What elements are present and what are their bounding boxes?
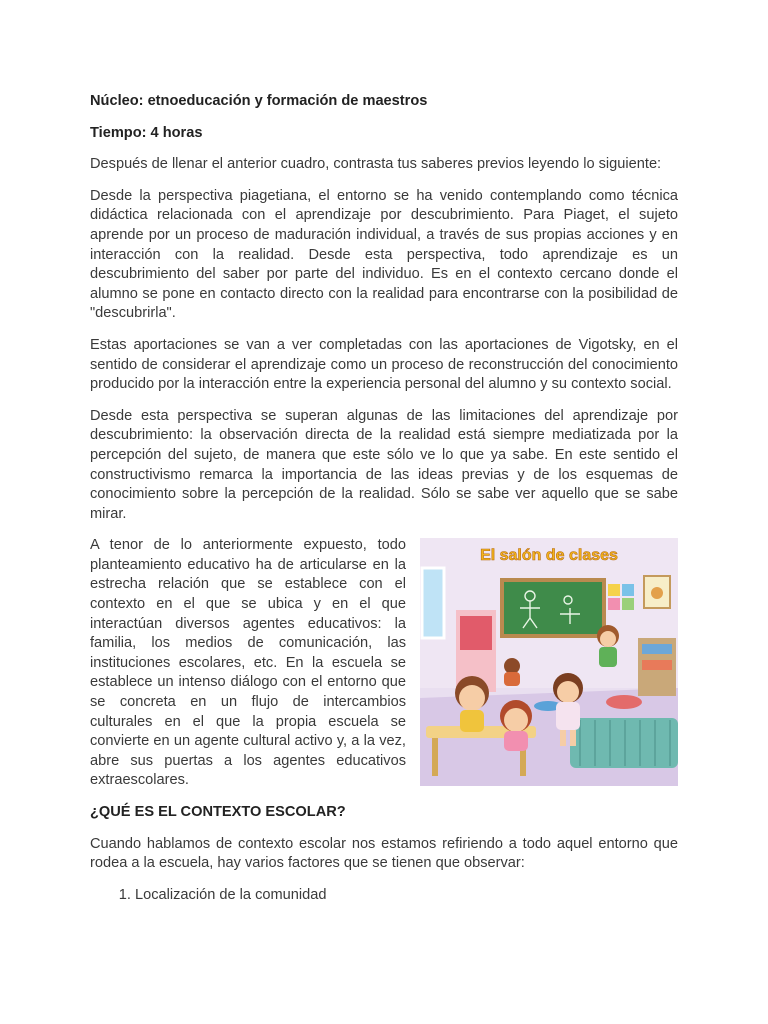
document-body — [90, 92, 678, 905]
paragraph-constructivismo: Desde esta perspectiva se superan algunas de las limitaciones del aprendizaje por descubrimiento: la observación directa de la realidad está siempre mediatizada por la percepción del sujeto, de manera que este sólo ve lo que ya sabe. En este sentido el constructivismo remarca la importancia de las ideas previas y de los esquemas de conocimiento sobre la percepción de la realidad. Sólo se sabe ver aquello que se sabe mirar. — [90, 407, 678, 522]
paragraph-vigotsky: Estas aportaciones se van a ver completadas con las aportaciones de Vigotsky, en el sentido de considerar el aprendizaje como un proceso de reconstrucción del conocimiento producido por la interacción entre la experiencia personal del alumno y su contexto social. — [90, 336, 678, 393]
paragraph-contexto: A tenor de lo anteriormente expuesto, todo planteamiento educativo ha de articularse en la estrecha relación que se establece con el contexto en el que se ubica y en el que interactúan diversos agentes educativos: la familia, los medios de comunicación, las instituciones escolares, etc. En la escuela se establece un intenso diálogo con el entorno que se concreta en un flujo de intercambios culturales en el que la propia escuela se convierte en un agente cultural activo y, a la vez, abre sus puertas a los agentes educativos extraescolares. — [90, 537, 406, 789]
nucleo-heading: Núcleo: etnoeducación y formación de maestros — [90, 93, 428, 109]
classroom-illustration — [420, 538, 678, 786]
factors-list — [90, 886, 678, 906]
paragraph-intro: Después de llenar el anterior cuadro, contrasta tus saberes previos leyendo lo siguiente: — [90, 156, 662, 173]
list-item: 1. Localización de la comunidad — [135, 886, 678, 906]
text-with-image — [90, 536, 678, 803]
illustration-title: El salón de clases — [480, 547, 618, 565]
paragraph-piaget: Desde la perspectiva piagetiana, el entorno se ha venido contemplando como técnica didáctica relacionada con el aprendizaje por descubrimiento. Para Piaget, el sujeto aprende por un proceso de maduración individual, a través de sus propias acciones y en interacción con la realidad. Desde esta perspectiva, todo aprendizaje es un descubrimiento del saber por parte del individuo. Es en el contexto cercano donde el alumno se pone en contacto directo con la realidad para encontrarse con la posibilidad de "descubrirla". — [90, 187, 678, 322]
section-heading: ¿QUÉ ES EL CONTEXTO ESCOLAR? — [90, 804, 346, 820]
tiempo-heading: Tiempo: 4 horas — [90, 124, 203, 141]
paragraph-contexto-escolar: Cuando hablamos de contexto escolar nos estamos refiriendo a todo aquel entorno que rodea a la escuela, hay varios factores que se tienen que observar: — [90, 835, 678, 872]
